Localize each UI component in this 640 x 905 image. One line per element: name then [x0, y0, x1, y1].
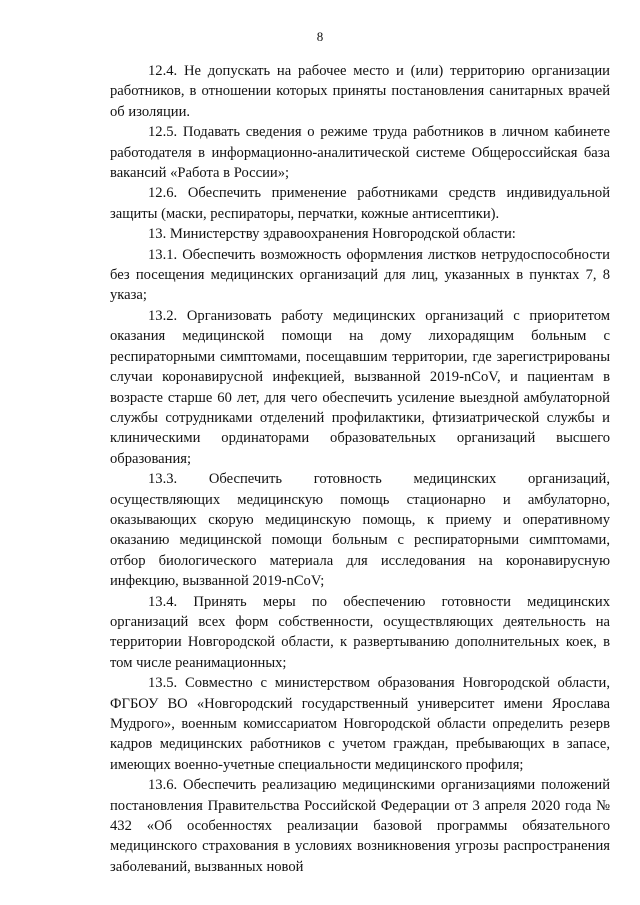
paragraph-13-5: 13.5. Совместно с министерством образования Новгородской области, ФГБОУ ВО «Новгородский государственный университет имени Ярослава Мудрого», военным комиссариатом Новгородской области определить резерв кадров медицинских работников с учетом граждан, пребывающих в запасе, имеющих военно-учетные специальности медицинского профиля;: [110, 675, 610, 773]
paragraph-13-1: 13.1. Обеспечить возможность оформления листков нетрудоспособности без посещения медицинских организаций для лиц, указанных в пунктах 7, 8 указа;: [110, 246, 610, 304]
paragraph-13: 13. Министерству здравоохранения Новгородской области:: [148, 226, 516, 243]
page-number: 8: [316, 29, 324, 44]
paragraph-12-4: 12.4. Не допускать на рабочее место и (или) территорию организации работников, в отношении которых приняты постановления санитарных врачей об изоляции.: [110, 63, 610, 120]
document-body: [110, 61, 610, 877]
paragraph-12-6: 12.6. Обеспечить применение работниками средств индивидуальной защиты (маски, респираторы, перчатки, кожные антисептики).: [110, 185, 610, 222]
paragraph-13-2: 13.2. Организовать работу медицинских организаций с приоритетом оказания медицинской помощи на дому лихорадящим больным с респираторными симптомами, посещавшим территории, где зарегистрированы случаи коронавирусной инфекцией, вызванной 2019-nCoV, и пациентам в возрасте старше 60 лет, для чего обеспечить усиление выездной амбулаторной службы сотрудниками отделений профилактики, фтизиатрической службы и клиническими ординаторами образовательных организаций высшего образования;: [110, 307, 610, 467]
paragraph-13-3: 13.3. Обеспечить готовность медицинских организаций, осуществляющих медицинскую помощь стационарно и амбулаторно, оказывающих скорую медицинскую помощь, к приему и оперативному оказанию медицинской помощи больным с респираторными симптомами, отбор биологического материала для исследования на коронавирусную инфекцию, вызванной 2019-nCoV;: [110, 471, 610, 590]
paragraph-13-6: 13.6. Обеспечить реализацию медицинскими организациями положений постановления Правительства Российской Федерации от 3 апреля 2020 года № 432 «Об особенностях реализации базовой программы обязательного медицинского страхования в условиях возникновения угрозы распространения заболеваний, вызванных новой: [110, 777, 610, 875]
paragraph-12-5: 12.5. Подавать сведения о режиме труда работников в личном кабинете работодателя в информационно-аналитической системе Общероссийская база вакансий «Работа в России»;: [110, 124, 610, 182]
paragraph-13-4: 13.4. Принять меры по обеспечению готовности медицинских организаций всех форм собственности, осуществляющих деятельность на территории Новгородской области, к развертыванию дополнительных коек, в том числе реанимационных;: [110, 593, 610, 671]
